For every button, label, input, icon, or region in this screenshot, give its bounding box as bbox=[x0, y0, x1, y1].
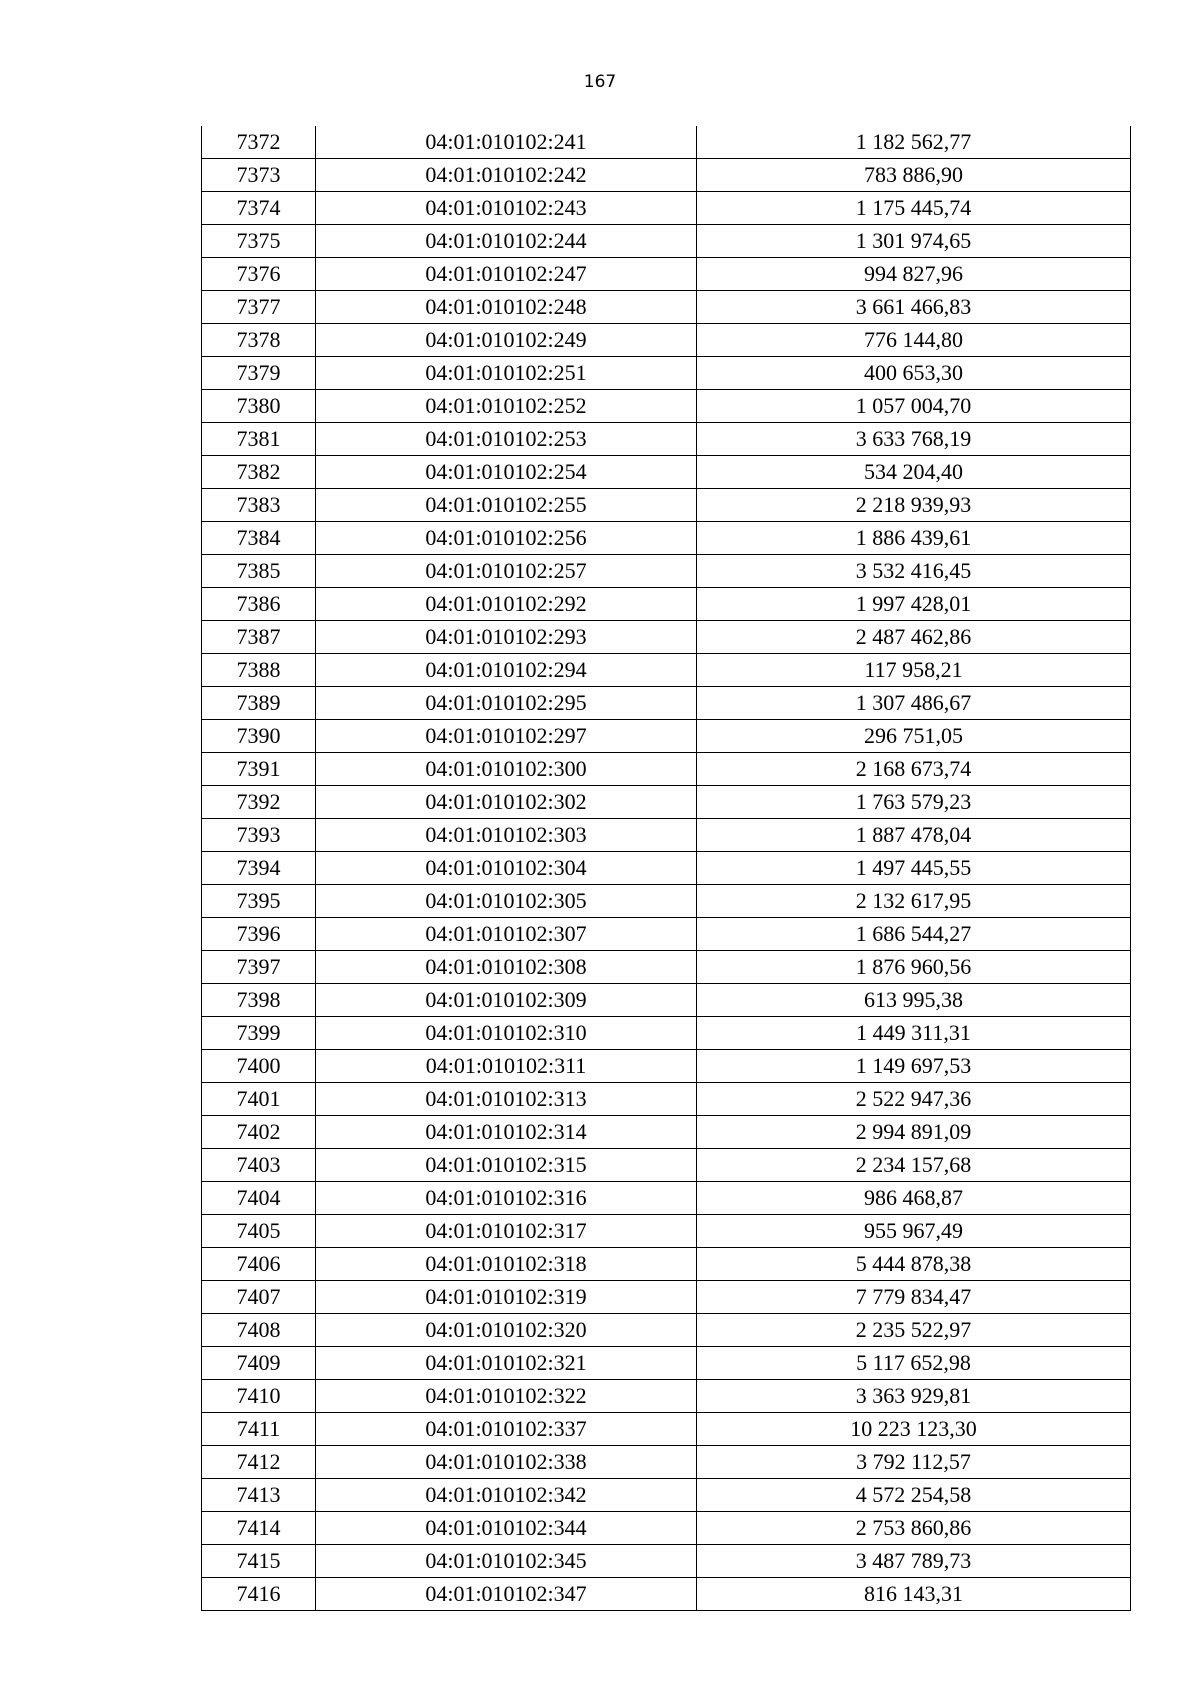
cadastral-number-cell: 04:01:010102:347 bbox=[316, 1578, 697, 1611]
row-number-cell: 7386 bbox=[202, 588, 316, 621]
cadastral-value-cell: 2 235 522,97 bbox=[697, 1314, 1131, 1347]
row-number-cell: 7391 bbox=[202, 753, 316, 786]
cadastral-value-cell: 1 182 562,77 bbox=[697, 126, 1131, 159]
table-row bbox=[202, 1281, 1131, 1314]
cadastral-value-cell: 955 967,49 bbox=[697, 1215, 1131, 1248]
cadastral-value-cell: 5 117 652,98 bbox=[697, 1347, 1131, 1380]
cadastral-value-cell: 117 958,21 bbox=[697, 654, 1131, 687]
row-number-cell: 7397 bbox=[202, 951, 316, 984]
table-row bbox=[202, 126, 1131, 159]
cadastral-number-cell: 04:01:010102:308 bbox=[316, 951, 697, 984]
cadastral-value-cell: 1 449 311,31 bbox=[697, 1017, 1131, 1050]
cadastral-number-cell: 04:01:010102:244 bbox=[316, 225, 697, 258]
cadastral-value-cell: 783 886,90 bbox=[697, 159, 1131, 192]
table-row bbox=[202, 357, 1131, 390]
cadastral-number-cell: 04:01:010102:304 bbox=[316, 852, 697, 885]
cadastral-number-cell: 04:01:010102:310 bbox=[316, 1017, 697, 1050]
table-row bbox=[202, 951, 1131, 984]
cadastral-number-cell: 04:01:010102:318 bbox=[316, 1248, 697, 1281]
cadastral-number-cell: 04:01:010102:295 bbox=[316, 687, 697, 720]
row-number-cell: 7379 bbox=[202, 357, 316, 390]
row-number-cell: 7410 bbox=[202, 1380, 316, 1413]
cadastral-number-cell: 04:01:010102:255 bbox=[316, 489, 697, 522]
cadastral-value-cell: 1 149 697,53 bbox=[697, 1050, 1131, 1083]
table-row bbox=[202, 225, 1131, 258]
cadastral-value-cell: 2 132 617,95 bbox=[697, 885, 1131, 918]
cadastral-value-cell: 816 143,31 bbox=[697, 1578, 1131, 1611]
cadastral-number-cell: 04:01:010102:297 bbox=[316, 720, 697, 753]
table-row bbox=[202, 1149, 1131, 1182]
row-number-cell: 7412 bbox=[202, 1446, 316, 1479]
cadastral-number-cell: 04:01:010102:293 bbox=[316, 621, 697, 654]
cadastral-value-cell: 2 994 891,09 bbox=[697, 1116, 1131, 1149]
cadastral-value-cell: 296 751,05 bbox=[697, 720, 1131, 753]
table-row bbox=[202, 984, 1131, 1017]
table-row bbox=[202, 852, 1131, 885]
cadastral-value-cell: 1 301 974,65 bbox=[697, 225, 1131, 258]
cadastral-value-cell: 2 234 157,68 bbox=[697, 1149, 1131, 1182]
cadastral-value-cell: 994 827,96 bbox=[697, 258, 1131, 291]
cadastral-value-cell: 1 686 544,27 bbox=[697, 918, 1131, 951]
cadastral-number-cell: 04:01:010102:303 bbox=[316, 819, 697, 852]
row-number-cell: 7375 bbox=[202, 225, 316, 258]
table-row bbox=[202, 1512, 1131, 1545]
row-number-cell: 7374 bbox=[202, 192, 316, 225]
table-row bbox=[202, 291, 1131, 324]
table-row bbox=[202, 1347, 1131, 1380]
cadastral-value-cell: 1 497 445,55 bbox=[697, 852, 1131, 885]
table-row bbox=[202, 654, 1131, 687]
table-row bbox=[202, 1182, 1131, 1215]
cadastral-value-cell: 7 779 834,47 bbox=[697, 1281, 1131, 1314]
row-number-cell: 7400 bbox=[202, 1050, 316, 1083]
cadastral-number-cell: 04:01:010102:307 bbox=[316, 918, 697, 951]
cadastral-value-cell: 2 218 939,93 bbox=[697, 489, 1131, 522]
table-row bbox=[202, 1314, 1131, 1347]
cadastral-value-cell: 3 532 416,45 bbox=[697, 555, 1131, 588]
cadastral-number-cell: 04:01:010102:243 bbox=[316, 192, 697, 225]
row-number-cell: 7394 bbox=[202, 852, 316, 885]
cadastral-number-cell: 04:01:010102:337 bbox=[316, 1413, 697, 1446]
table-row bbox=[202, 1248, 1131, 1281]
table-row bbox=[202, 1578, 1131, 1611]
row-number-cell: 7399 bbox=[202, 1017, 316, 1050]
table-row bbox=[202, 423, 1131, 456]
cadastral-number-cell: 04:01:010102:342 bbox=[316, 1479, 697, 1512]
table-row bbox=[202, 918, 1131, 951]
row-number-cell: 7393 bbox=[202, 819, 316, 852]
cadastral-number-cell: 04:01:010102:317 bbox=[316, 1215, 697, 1248]
cadastral-value-cell: 5 444 878,38 bbox=[697, 1248, 1131, 1281]
row-number-cell: 7409 bbox=[202, 1347, 316, 1380]
table-row bbox=[202, 555, 1131, 588]
cadastral-number-cell: 04:01:010102:311 bbox=[316, 1050, 697, 1083]
cadastral-value-table bbox=[201, 126, 1131, 1611]
page-number: 167 bbox=[583, 72, 617, 92]
cadastral-number-cell: 04:01:010102:248 bbox=[316, 291, 697, 324]
cadastral-value-cell: 2 522 947,36 bbox=[697, 1083, 1131, 1116]
cadastral-value-cell: 2 168 673,74 bbox=[697, 753, 1131, 786]
table-row bbox=[202, 1380, 1131, 1413]
cadastral-number-cell: 04:01:010102:254 bbox=[316, 456, 697, 489]
cadastral-number-cell: 04:01:010102:251 bbox=[316, 357, 697, 390]
row-number-cell: 7389 bbox=[202, 687, 316, 720]
cadastral-value-cell: 1 763 579,23 bbox=[697, 786, 1131, 819]
table-row bbox=[202, 324, 1131, 357]
cadastral-number-cell: 04:01:010102:319 bbox=[316, 1281, 697, 1314]
row-number-cell: 7416 bbox=[202, 1578, 316, 1611]
table-row bbox=[202, 1413, 1131, 1446]
cadastral-value-cell: 10 223 123,30 bbox=[697, 1413, 1131, 1446]
row-number-cell: 7402 bbox=[202, 1116, 316, 1149]
row-number-cell: 7404 bbox=[202, 1182, 316, 1215]
table-row bbox=[202, 1479, 1131, 1512]
row-number-cell: 7408 bbox=[202, 1314, 316, 1347]
row-number-cell: 7398 bbox=[202, 984, 316, 1017]
cadastral-value-cell: 400 653,30 bbox=[697, 357, 1131, 390]
table-row bbox=[202, 1446, 1131, 1479]
row-number-cell: 7390 bbox=[202, 720, 316, 753]
cadastral-number-cell: 04:01:010102:252 bbox=[316, 390, 697, 423]
row-number-cell: 7401 bbox=[202, 1083, 316, 1116]
row-number-cell: 7415 bbox=[202, 1545, 316, 1578]
cadastral-number-cell: 04:01:010102:338 bbox=[316, 1446, 697, 1479]
cadastral-value-cell: 3 633 768,19 bbox=[697, 423, 1131, 456]
cadastral-value-cell: 3 661 466,83 bbox=[697, 291, 1131, 324]
cadastral-number-cell: 04:01:010102:300 bbox=[316, 753, 697, 786]
cadastral-value-cell: 2 753 860,86 bbox=[697, 1512, 1131, 1545]
table-row bbox=[202, 786, 1131, 819]
cadastral-number-cell: 04:01:010102:316 bbox=[316, 1182, 697, 1215]
table-row bbox=[202, 258, 1131, 291]
cadastral-value-cell: 534 204,40 bbox=[697, 456, 1131, 489]
table-row bbox=[202, 1083, 1131, 1116]
cadastral-number-cell: 04:01:010102:294 bbox=[316, 654, 697, 687]
table-row bbox=[202, 687, 1131, 720]
cadastral-value-cell: 3 487 789,73 bbox=[697, 1545, 1131, 1578]
cadastral-value-cell: 986 468,87 bbox=[697, 1182, 1131, 1215]
cadastral-number-cell: 04:01:010102:249 bbox=[316, 324, 697, 357]
cadastral-number-cell: 04:01:010102:305 bbox=[316, 885, 697, 918]
cadastral-number-cell: 04:01:010102:256 bbox=[316, 522, 697, 555]
cadastral-value-cell: 776 144,80 bbox=[697, 324, 1131, 357]
row-number-cell: 7414 bbox=[202, 1512, 316, 1545]
row-number-cell: 7387 bbox=[202, 621, 316, 654]
cadastral-number-cell: 04:01:010102:257 bbox=[316, 555, 697, 588]
table-row bbox=[202, 1050, 1131, 1083]
table-row bbox=[202, 885, 1131, 918]
cadastral-value-cell: 1 307 486,67 bbox=[697, 687, 1131, 720]
table-row bbox=[202, 720, 1131, 753]
table-row bbox=[202, 1215, 1131, 1248]
row-number-cell: 7403 bbox=[202, 1149, 316, 1182]
row-number-cell: 7380 bbox=[202, 390, 316, 423]
row-number-cell: 7406 bbox=[202, 1248, 316, 1281]
cadastral-value-cell: 3 792 112,57 bbox=[697, 1446, 1131, 1479]
row-number-cell: 7407 bbox=[202, 1281, 316, 1314]
row-number-cell: 7377 bbox=[202, 291, 316, 324]
row-number-cell: 7413 bbox=[202, 1479, 316, 1512]
row-number-cell: 7392 bbox=[202, 786, 316, 819]
row-number-cell: 7411 bbox=[202, 1413, 316, 1446]
cadastral-number-cell: 04:01:010102:321 bbox=[316, 1347, 697, 1380]
cadastral-number-cell: 04:01:010102:315 bbox=[316, 1149, 697, 1182]
cadastral-value-cell: 1 057 004,70 bbox=[697, 390, 1131, 423]
cadastral-value-cell: 1 886 439,61 bbox=[697, 522, 1131, 555]
table-row bbox=[202, 489, 1131, 522]
table-row bbox=[202, 390, 1131, 423]
cadastral-number-cell: 04:01:010102:314 bbox=[316, 1116, 697, 1149]
table-row bbox=[202, 522, 1131, 555]
cadastral-number-cell: 04:01:010102:344 bbox=[316, 1512, 697, 1545]
row-number-cell: 7382 bbox=[202, 456, 316, 489]
table-row bbox=[202, 753, 1131, 786]
cadastral-value-cell: 4 572 254,58 bbox=[697, 1479, 1131, 1512]
row-number-cell: 7396 bbox=[202, 918, 316, 951]
table-row bbox=[202, 192, 1131, 225]
row-number-cell: 7381 bbox=[202, 423, 316, 456]
cadastral-value-cell: 1 175 445,74 bbox=[697, 192, 1131, 225]
cadastral-number-cell: 04:01:010102:320 bbox=[316, 1314, 697, 1347]
table-body bbox=[202, 126, 1131, 1611]
row-number-cell: 7384 bbox=[202, 522, 316, 555]
row-number-cell: 7385 bbox=[202, 555, 316, 588]
cadastral-number-cell: 04:01:010102:292 bbox=[316, 588, 697, 621]
row-number-cell: 7372 bbox=[202, 126, 316, 159]
cadastral-number-cell: 04:01:010102:313 bbox=[316, 1083, 697, 1116]
cadastral-value-cell: 613 995,38 bbox=[697, 984, 1131, 1017]
cadastral-value-cell: 1 997 428,01 bbox=[697, 588, 1131, 621]
table-row bbox=[202, 1545, 1131, 1578]
table-row bbox=[202, 819, 1131, 852]
row-number-cell: 7373 bbox=[202, 159, 316, 192]
table-row bbox=[202, 159, 1131, 192]
table-row bbox=[202, 1116, 1131, 1149]
cadastral-value-cell: 1 887 478,04 bbox=[697, 819, 1131, 852]
row-number-cell: 7395 bbox=[202, 885, 316, 918]
cadastral-number-cell: 04:01:010102:345 bbox=[316, 1545, 697, 1578]
row-number-cell: 7388 bbox=[202, 654, 316, 687]
row-number-cell: 7405 bbox=[202, 1215, 316, 1248]
table-row bbox=[202, 621, 1131, 654]
row-number-cell: 7383 bbox=[202, 489, 316, 522]
cadastral-number-cell: 04:01:010102:242 bbox=[316, 159, 697, 192]
row-number-cell: 7376 bbox=[202, 258, 316, 291]
cadastral-value-cell: 2 487 462,86 bbox=[697, 621, 1131, 654]
cadastral-value-cell: 1 876 960,56 bbox=[697, 951, 1131, 984]
cadastral-value-cell: 3 363 929,81 bbox=[697, 1380, 1131, 1413]
cadastral-number-cell: 04:01:010102:309 bbox=[316, 984, 697, 1017]
table-row bbox=[202, 588, 1131, 621]
cadastral-number-cell: 04:01:010102:247 bbox=[316, 258, 697, 291]
cadastral-number-cell: 04:01:010102:322 bbox=[316, 1380, 697, 1413]
cadastral-number-cell: 04:01:010102:241 bbox=[316, 126, 697, 159]
row-number-cell: 7378 bbox=[202, 324, 316, 357]
table-row bbox=[202, 1017, 1131, 1050]
cadastral-number-cell: 04:01:010102:253 bbox=[316, 423, 697, 456]
table-row bbox=[202, 456, 1131, 489]
cadastral-number-cell: 04:01:010102:302 bbox=[316, 786, 697, 819]
